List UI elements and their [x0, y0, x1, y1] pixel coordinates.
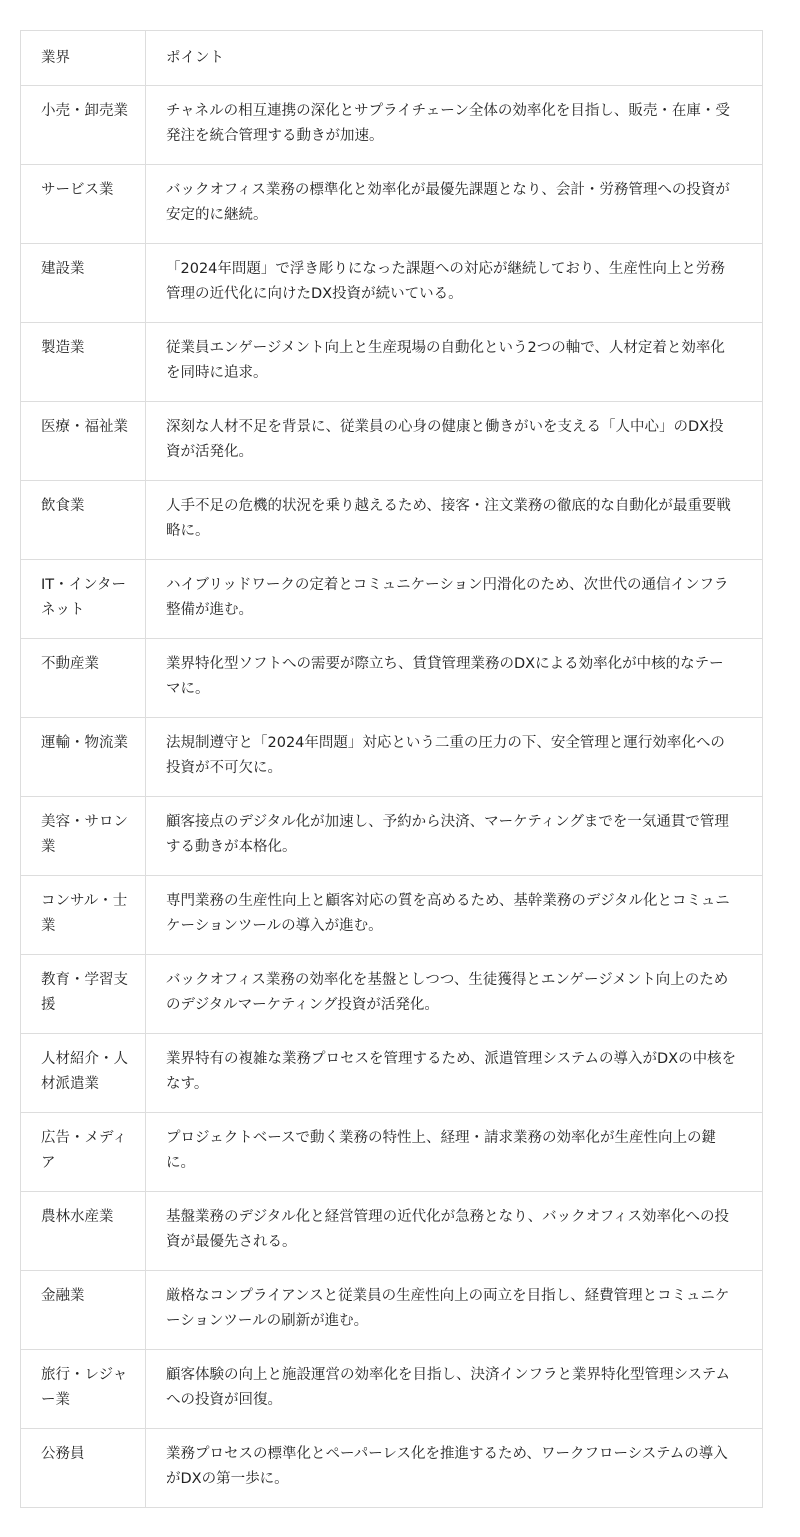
point-cell: バックオフィス業務の標準化と効率化が最優先課題となり、会計・労務管理への投資が安定的に継続。 [146, 165, 763, 244]
industry-cell: サービス業 [21, 165, 146, 244]
point-cell: バックオフィス業務の効率化を基盤としつつ、生徒獲得とエンゲージメント向上のためのデジタルマーケティング投資が活発化。 [146, 955, 763, 1034]
table-row [21, 1429, 763, 1508]
industry-cell: 飲食業 [21, 481, 146, 560]
header-point: ポイント [146, 31, 763, 86]
industry-cell: 不動産業 [21, 639, 146, 718]
point-cell: 業務プロセスの標準化とペーパーレス化を推進するため、ワークフローシステムの導入がDXの第一歩に。 [146, 1429, 763, 1508]
industry-cell: 医療・福祉業 [21, 402, 146, 481]
industry-cell: 金融業 [21, 1271, 146, 1350]
point-cell: 基盤業務のデジタル化と経営管理の近代化が急務となり、バックオフィス効率化への投資が最優先される。 [146, 1192, 763, 1271]
industry-cell: 農林水産業 [21, 1192, 146, 1271]
table-header-row [21, 31, 763, 86]
header-industry: 業界 [21, 31, 146, 86]
industry-cell: 教育・学習支援 [21, 955, 146, 1034]
industry-table-container [20, 30, 762, 1508]
point-cell: チャネルの相互連携の深化とサプライチェーン全体の効率化を目指し、販売・在庫・受発注を統合管理する動きが加速。 [146, 86, 763, 165]
table-row [21, 1271, 763, 1350]
industry-cell: 建設業 [21, 244, 146, 323]
table-row [21, 1113, 763, 1192]
table-row [21, 718, 763, 797]
point-cell: 厳格なコンプライアンスと従業員の生産性向上の両立を目指し、経費管理とコミュニケーションツールの刷新が進む。 [146, 1271, 763, 1350]
table-row [21, 244, 763, 323]
table-row [21, 86, 763, 165]
industry-cell: 小売・卸売業 [21, 86, 146, 165]
industry-cell: 公務員 [21, 1429, 146, 1508]
industry-cell: IT・インターネット [21, 560, 146, 639]
point-cell: 顧客体験の向上と施設運営の効率化を目指し、決済インフラと業界特化型管理システムへの投資が回復。 [146, 1350, 763, 1429]
industry-cell: 人材紹介・人材派遣業 [21, 1034, 146, 1113]
point-cell: 人手不足の危機的状況を乗り越えるため、接客・注文業務の徹底的な自動化が最重要戦略に。 [146, 481, 763, 560]
point-cell: 専門業務の生産性向上と顧客対応の質を高めるため、基幹業務のデジタル化とコミュニケーションツールの導入が進む。 [146, 876, 763, 955]
point-cell: プロジェクトベースで動く業務の特性上、経理・請求業務の効率化が生産性向上の鍵に。 [146, 1113, 763, 1192]
point-cell: 業界特有の複雑な業務プロセスを管理するため、派遣管理システムの導入がDXの中核をなす。 [146, 1034, 763, 1113]
point-cell: 業界特化型ソフトへの需要が際立ち、賃貸管理業務のDXによる効率化が中核的なテーマに。 [146, 639, 763, 718]
table-row [21, 560, 763, 639]
point-cell: 顧客接点のデジタル化が加速し、予約から決済、マーケティングまでを一気通貫で管理する動きが本格化。 [146, 797, 763, 876]
point-cell: 深刻な人材不足を背景に、従業員の心身の健康と働きがいを支える「人中心」のDX投資が活発化。 [146, 402, 763, 481]
table-row [21, 481, 763, 560]
industry-cell: コンサル・士業 [21, 876, 146, 955]
point-cell: 従業員エンゲージメント向上と生産現場の自動化という2つの軸で、人材定着と効率化を同時に追求。 [146, 323, 763, 402]
table-row [21, 323, 763, 402]
table-row [21, 165, 763, 244]
point-cell: 「2024年問題」で浮き彫りになった課題への対応が継続しており、生産性向上と労務管理の近代化に向けたDX投資が続いている。 [146, 244, 763, 323]
industry-points-table [20, 30, 763, 1508]
industry-cell: 旅行・レジャー業 [21, 1350, 146, 1429]
industry-cell: 運輸・物流業 [21, 718, 146, 797]
industry-cell: 美容・サロン業 [21, 797, 146, 876]
table-row [21, 876, 763, 955]
industry-cell: 広告・メディア [21, 1113, 146, 1192]
table-row [21, 955, 763, 1034]
point-cell: 法規制遵守と「2024年問題」対応という二重の圧力の下、安全管理と運行効率化への投資が不可欠に。 [146, 718, 763, 797]
table-row [21, 1192, 763, 1271]
table-row [21, 639, 763, 718]
table-row [21, 1350, 763, 1429]
industry-cell: 製造業 [21, 323, 146, 402]
point-cell: ハイブリッドワークの定着とコミュニケーション円滑化のため、次世代の通信インフラ整備が進む。 [146, 560, 763, 639]
table-row [21, 402, 763, 481]
table-row [21, 1034, 763, 1113]
table-row [21, 797, 763, 876]
